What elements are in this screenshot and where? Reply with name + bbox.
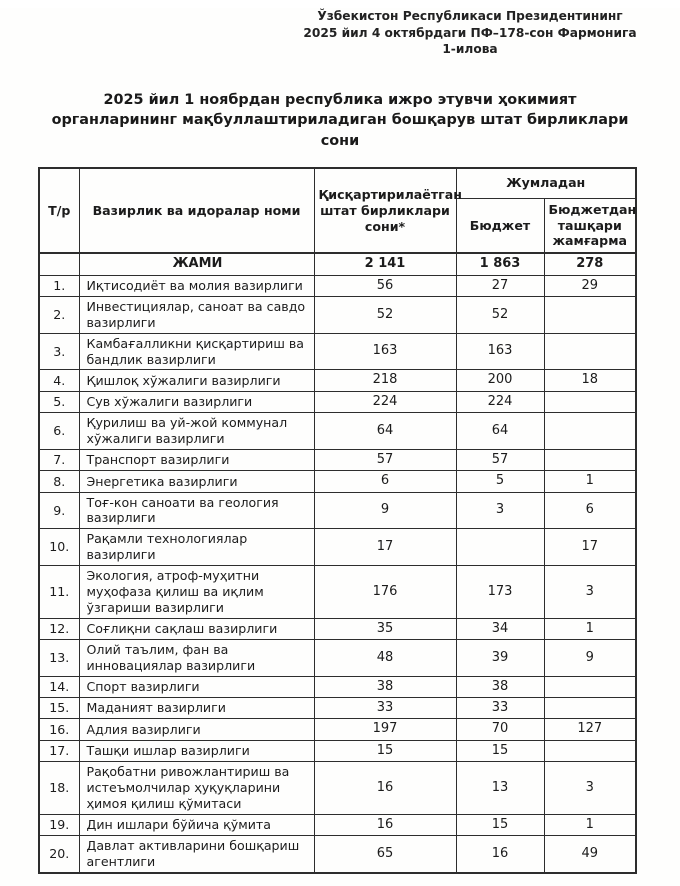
ministry-name: Дин ишлари бўйича қўмита [79,814,314,835]
column-header-name: Вазирлик ва идоралар номи [79,168,314,253]
budget-count: 15 [456,814,544,835]
ministry-name: Транспорт вазирлиги [79,449,314,470]
column-header-num: Т/р [39,168,79,253]
budget-count: 173 [456,566,544,619]
table-row [39,762,636,815]
extra-count: 1 [544,814,636,835]
total-count: 15 [314,740,456,761]
extra-count [544,676,636,697]
row-number: 5. [39,391,79,412]
total-count: 163 [314,333,456,370]
summary-total: 2 141 [314,253,456,275]
table-row [39,566,636,619]
row-number: 19. [39,814,79,835]
summary-num [39,253,79,275]
budget-count: 15 [456,740,544,761]
row-number: 20. [39,836,79,873]
staff-reduction-table [38,167,637,874]
ministry-name: Маданият вазирлиги [79,698,314,719]
budget-count: 57 [456,449,544,470]
extra-count [544,698,636,719]
row-number: 4. [39,370,79,391]
budget-count: 224 [456,391,544,412]
summary-label: ЖАМИ [79,253,314,275]
table-row [39,719,636,740]
row-number: 14. [39,676,79,697]
extra-count: 127 [544,719,636,740]
extra-count: 17 [544,529,636,566]
budget-count: 64 [456,413,544,450]
extra-count: 3 [544,762,636,815]
table-row [39,698,636,719]
table-row [39,413,636,450]
budget-count [456,529,544,566]
table-row [39,640,636,677]
decree-reference-line-2: 2025 йил 4 октябрдаги ПФ–178-сон Фармонига [303,25,637,40]
extra-count [544,391,636,412]
extra-count: 1 [544,471,636,492]
row-number: 9. [39,492,79,529]
row-number: 2. [39,296,79,333]
decree-reference-line-3: 1-илова [442,42,498,57]
ministry-name: Адлия вазирлиги [79,719,314,740]
budget-count: 38 [456,676,544,697]
decree-reference-line-1: Ўзбекистон Республикаси Президентининг [317,9,623,23]
budget-count: 39 [456,640,544,677]
budget-count: 13 [456,762,544,815]
row-number: 10. [39,529,79,566]
budget-count: 70 [456,719,544,740]
extra-count: 49 [544,836,636,873]
table-row [39,370,636,391]
total-count: 176 [314,566,456,619]
total-count: 64 [314,413,456,450]
column-header-group: Жумладан [456,168,636,198]
extra-count: 9 [544,640,636,677]
total-count: 35 [314,618,456,639]
budget-count: 200 [456,370,544,391]
decree-reference [302,8,638,58]
table-row [39,296,636,333]
total-count: 224 [314,391,456,412]
ministry-name: Олий таълим, фан ва инновациялар вазирлиги [79,640,314,677]
ministry-name: Рақамли технологиялар вазирлиги [79,529,314,566]
extra-count: 18 [544,370,636,391]
ministry-name: Қишлоқ хўжалиги вазирлиги [79,370,314,391]
column-header-budget: Бюджет [456,198,544,253]
table-row [39,391,636,412]
ministry-name: Соғлиқни сақлаш вазирлиги [79,618,314,639]
budget-count: 34 [456,618,544,639]
summary-budget: 1 863 [456,253,544,275]
column-header-extra: Бюджетдан ташқари жамғарма [544,198,636,253]
total-count: 16 [314,762,456,815]
extra-count [544,449,636,470]
table-header [39,168,636,253]
total-count: 52 [314,296,456,333]
table-row [39,740,636,761]
ministry-name: Экология, атроф-муҳитни муҳофаза қилиш ва иқлим ўзгариши вазирлиги [79,566,314,619]
table-row [39,836,636,873]
total-count: 65 [314,836,456,873]
total-count: 9 [314,492,456,529]
extra-count [544,296,636,333]
summary-row [39,253,636,275]
row-number: 3. [39,333,79,370]
total-count: 16 [314,814,456,835]
extra-count: 3 [544,566,636,619]
total-count: 17 [314,529,456,566]
table-row [39,492,636,529]
total-count: 218 [314,370,456,391]
total-count: 48 [314,640,456,677]
ministry-name: Энергетика вазирлиги [79,471,314,492]
total-count: 6 [314,471,456,492]
total-count: 57 [314,449,456,470]
total-count: 33 [314,698,456,719]
row-number: 16. [39,719,79,740]
ministry-name: Ташқи ишлар вазирлиги [79,740,314,761]
ministry-name: Иқтисодиёт ва молия вазирлиги [79,275,314,296]
ministry-name: Сув хўжалиги вазирлиги [79,391,314,412]
row-number: 17. [39,740,79,761]
extra-count: 29 [544,275,636,296]
page-title: 2025 йил 1 ноябрдан республика ижро этувчи ҳокимият органларининг мақбуллаштириладиган бошқарув штат бирликлари сони [51,91,629,149]
row-number: 12. [39,618,79,639]
budget-count: 16 [456,836,544,873]
row-number: 6. [39,413,79,450]
budget-count: 163 [456,333,544,370]
budget-count: 52 [456,296,544,333]
row-number: 1. [39,275,79,296]
ministry-name: Инвестициялар, саноат ва савдо вазирлиги [79,296,314,333]
ministry-name: Тоғ-кон саноати ва геология вазирлиги [79,492,314,529]
total-count: 197 [314,719,456,740]
table-row [39,471,636,492]
table-row [39,814,636,835]
scanned-document-page [0,8,680,886]
table-row [39,333,636,370]
total-count: 56 [314,275,456,296]
ministry-name: Рақобатни ривожлантириш ва истеъмолчилар ҳуқуқларини ҳимоя қилиш қўмитаси [79,762,314,815]
table-row [39,275,636,296]
extra-count: 1 [544,618,636,639]
budget-count: 33 [456,698,544,719]
ministry-name: Камбағалликни қисқартириш ва бандлик вазирлиги [79,333,314,370]
column-header-total: Қисқартирилаётган штат бирликлари сони* [314,168,456,253]
total-count: 38 [314,676,456,697]
ministry-name: Спорт вазирлиги [79,676,314,697]
budget-count: 3 [456,492,544,529]
extra-count [544,413,636,450]
table-row [39,449,636,470]
table-row [39,618,636,639]
row-number: 7. [39,449,79,470]
budget-count: 5 [456,471,544,492]
ministry-name: Давлат активларини бошқариш агентлиги [79,836,314,873]
extra-count [544,740,636,761]
extra-count: 6 [544,492,636,529]
extra-count [544,333,636,370]
row-number: 15. [39,698,79,719]
table-row [39,676,636,697]
row-number: 13. [39,640,79,677]
row-number: 18. [39,762,79,815]
table-row [39,529,636,566]
row-number: 11. [39,566,79,619]
table-body [39,253,636,873]
row-number: 8. [39,471,79,492]
summary-extra: 278 [544,253,636,275]
budget-count: 27 [456,275,544,296]
ministry-name: Қурилиш ва уй-жой коммунал хўжалиги вазирлиги [79,413,314,450]
